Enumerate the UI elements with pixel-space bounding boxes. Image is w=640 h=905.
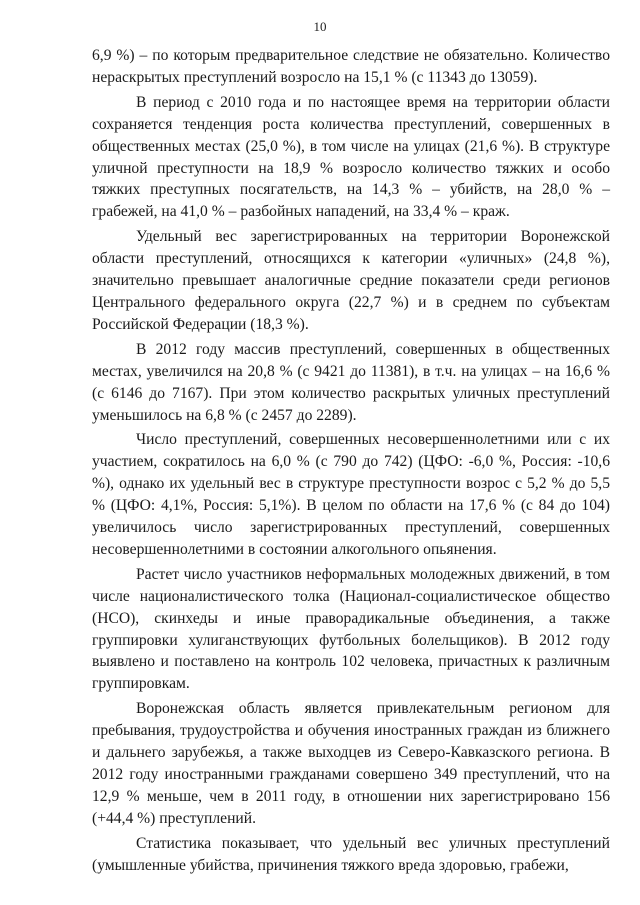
page-number: 10: [313, 19, 327, 34]
paragraph-street-crime-trend: В период с 2010 года и по настоящее время на территории области сохраняется тенденция роста количества преступлений, совершенных в общественных местах (25,0 %), в том числе на улицах (21,6 %). В структуре уличной преступности на 18,9 % возросло количество тяжких и особо тяжких преступных посягательств, на 14,3 % – убийств, на 28,0 % – грабежей, на 41,0 % – разбойных нападений, на 33,4 % – краж.: [92, 93, 610, 221]
paragraph-youth-movements: Растет число участников неформальных молодежных движений, в том числе националистического толка (Национал-социалистическое общество (НСО), скинхеды и иные праворадикальные объединения, а также группировки хулиганствующих футбольных болельщиков). В 2012 году выявлено и поставлено на контроль 102 человека, причастных к различным группировкам.: [92, 565, 610, 693]
paragraph-statistics: Статистика показывает, что удельный вес уличных преступлений (умышленные убийства, причинения тяжкого вреда здоровью, грабежи,: [92, 834, 610, 874]
paragraph-foreign-citizens: Воронежская область является привлекательным регионом для пребывания, трудоустройства и обучения иностранных граждан из ближнего и дальнего зарубежья, а также выходцев из Северо-Кавказского региона. В 2012 году иностранными гражданами совершено 349 преступлений, что на 12,9 % меньше, чем в 2011 году, в отношении них зарегистрировано 156 (+44,4 %) преступлений.: [92, 700, 610, 827]
paragraph-continuation: 6,9 %) – по которым предварительное следствие не обязательно. Количество нераскрытых преступлений возросло на 15,1 % (с 11343 до 13059).: [92, 47, 610, 86]
paragraph-street-crime-share: Удельный вес зарегистрированных на территории Воронежской области преступлений, относящихся к категории «уличных» (24,8 %), значительно превышает аналогичные средние показатели среди регионов Центрального федерального округа (22,7 %) и в среднем по субъектам Российской Федерации (18,3 %).: [92, 228, 610, 333]
paragraph-public-places-2012: В 2012 году массив преступлений, совершенных в общественных местах, увеличился на 20,8 % (с 9421 до 11381), в т.ч. на улицах – на 16,6 % (с 6146 до 7167). При этом количество раскрытых уличных преступлений уменьшилось на 6,8 % (с 2457 до 2289).: [92, 340, 610, 424]
document-body: [92, 45, 610, 880]
paragraph-juvenile-crime: Число преступлений, совершенных несовершеннолетними или с их участием, сократилось на 6,0 % (с 790 до 742) (ЦФО: -6,0 %, Россия: -10,6 %), однако их удельный вес в структуре преступности возрос с 5,2 % до 5,5 % (ЦФО: 4,1%, Россия: 5,1%). В целом по области на 17,6 % (с 84 до 104) увеличилось число зарегистрированных преступлений, совершенных несовершеннолетними в состоянии алкогольного опьянения.: [92, 431, 610, 558]
